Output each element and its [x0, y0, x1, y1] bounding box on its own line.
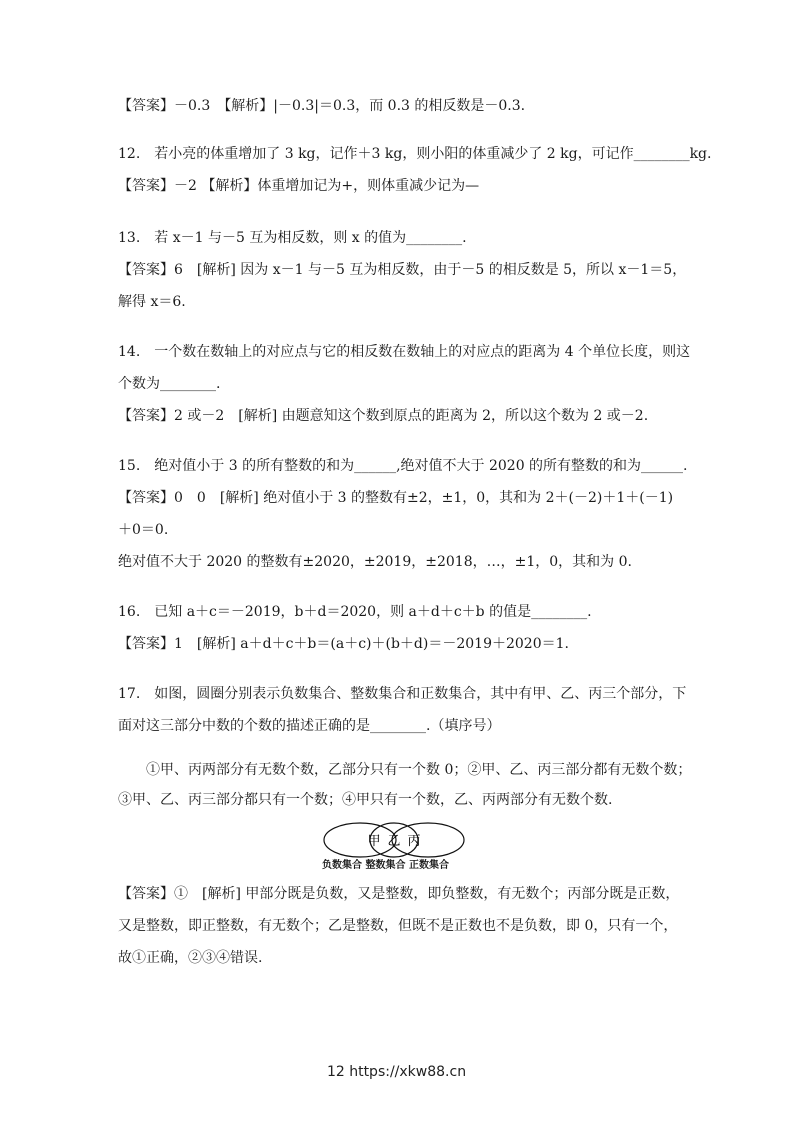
question-12: 12. 若小亮的体重增加了 3 kg，记作＋3 kg，则小阳的体重减少了 2 kg，可记作________kg. — [118, 146, 712, 162]
line-a11: 【答案】－0.3 【解析】|－0.3|＝0.3，而 0.3 的相反数是－0.3. — [118, 98, 526, 114]
question-15: 15. 绝对值小于 3 的所有整数的和为______,绝对值不大于 2020 的所有整数的和为______. — [118, 458, 688, 474]
option-line2: ③甲、乙、丙三部分都只有一个数；④甲只有一个数，乙、丙两部分有无数个数. — [118, 792, 613, 808]
question-14-line1: 14. 一个数在数轴上的对应点与它的相反数在数轴上的对应点的距离为 4 个单位长度，则这 — [118, 344, 691, 360]
page-footer: 12 https://xkw88.cn — [326, 1064, 467, 1080]
question-17-line2: 面对这三部分中数的个数的描述正确的是________.（填序号） — [118, 718, 501, 734]
answer-15-line3: 绝对值不大于 2020 的整数有±2020，±2019，±2018，…，±1，0，其和为 0. — [118, 554, 632, 570]
question-14-line2: 个数为________. — [118, 376, 221, 392]
question-17-line1: 17. 如图，圆圈分别表示负数集合、整数集合和正数集合，其中有甲、乙、丙三个部分，下 — [118, 686, 687, 702]
option-line1: ①甲、丙两部分有无数个数，乙部分只有一个数 0；②甲、乙、丙三部分都有无数个数； — [146, 762, 692, 778]
region-bing: 丙 — [407, 834, 421, 849]
answer-15-line1: 【答案】0 0 [解析] 绝对值小于 3 的整数有±2，±1，0，其和为 2＋(－2)＋1＋(－1) — [118, 490, 674, 506]
region-jia: 甲 — [367, 834, 381, 849]
answer-16: 【答案】1 [解析] a＋d＋c＋b＝(a＋c)＋(b＋d)＝－2019＋2020＝1. — [118, 636, 569, 652]
answer-17-line2: 又是整数，即正整数，有无数个；乙是整数，但既不是正数也不是负数，即 0，只有一个， — [118, 918, 678, 934]
negative-set-ellipse — [324, 823, 396, 857]
answer-13-line2: 解得 x＝6. — [118, 294, 186, 310]
question-13: 13. 若 x－1 与－5 互为相反数，则 x 的值为________. — [118, 230, 467, 246]
answer-12: 【答案】－2 【解析】体重增加记为+，则体重减少记为— — [118, 178, 480, 194]
positive-set-ellipse — [392, 823, 464, 857]
region-yi: 乙 — [387, 834, 401, 849]
question-16: 16. 已知 a＋c＝－2019，b＋d＝2020，则 a＋d＋c＋b 的值是________. — [118, 604, 592, 620]
venn-set-labels: 负数集合 整数集合 正数集合 — [322, 860, 449, 871]
answer-13-line1: 【答案】6 [解析] 因为 x－1 与－5 互为相反数，由于－5 的相反数是 5，所以 x－1＝5， — [118, 262, 687, 278]
answer-15-line2: ＋0＝0. — [118, 522, 169, 538]
answer-14: 【答案】2 或－2 [解析] 由题意知这个数到原点的距离为 2，所以这个数为 2 或－2. — [118, 408, 649, 424]
answer-17-line3: 故①正确，②③④错误. — [118, 950, 263, 966]
answer-17-line1: 【答案】① [解析] 甲部分既是负数，又是整数，即负整数，有无数个；丙部分既是正数， — [118, 886, 680, 902]
